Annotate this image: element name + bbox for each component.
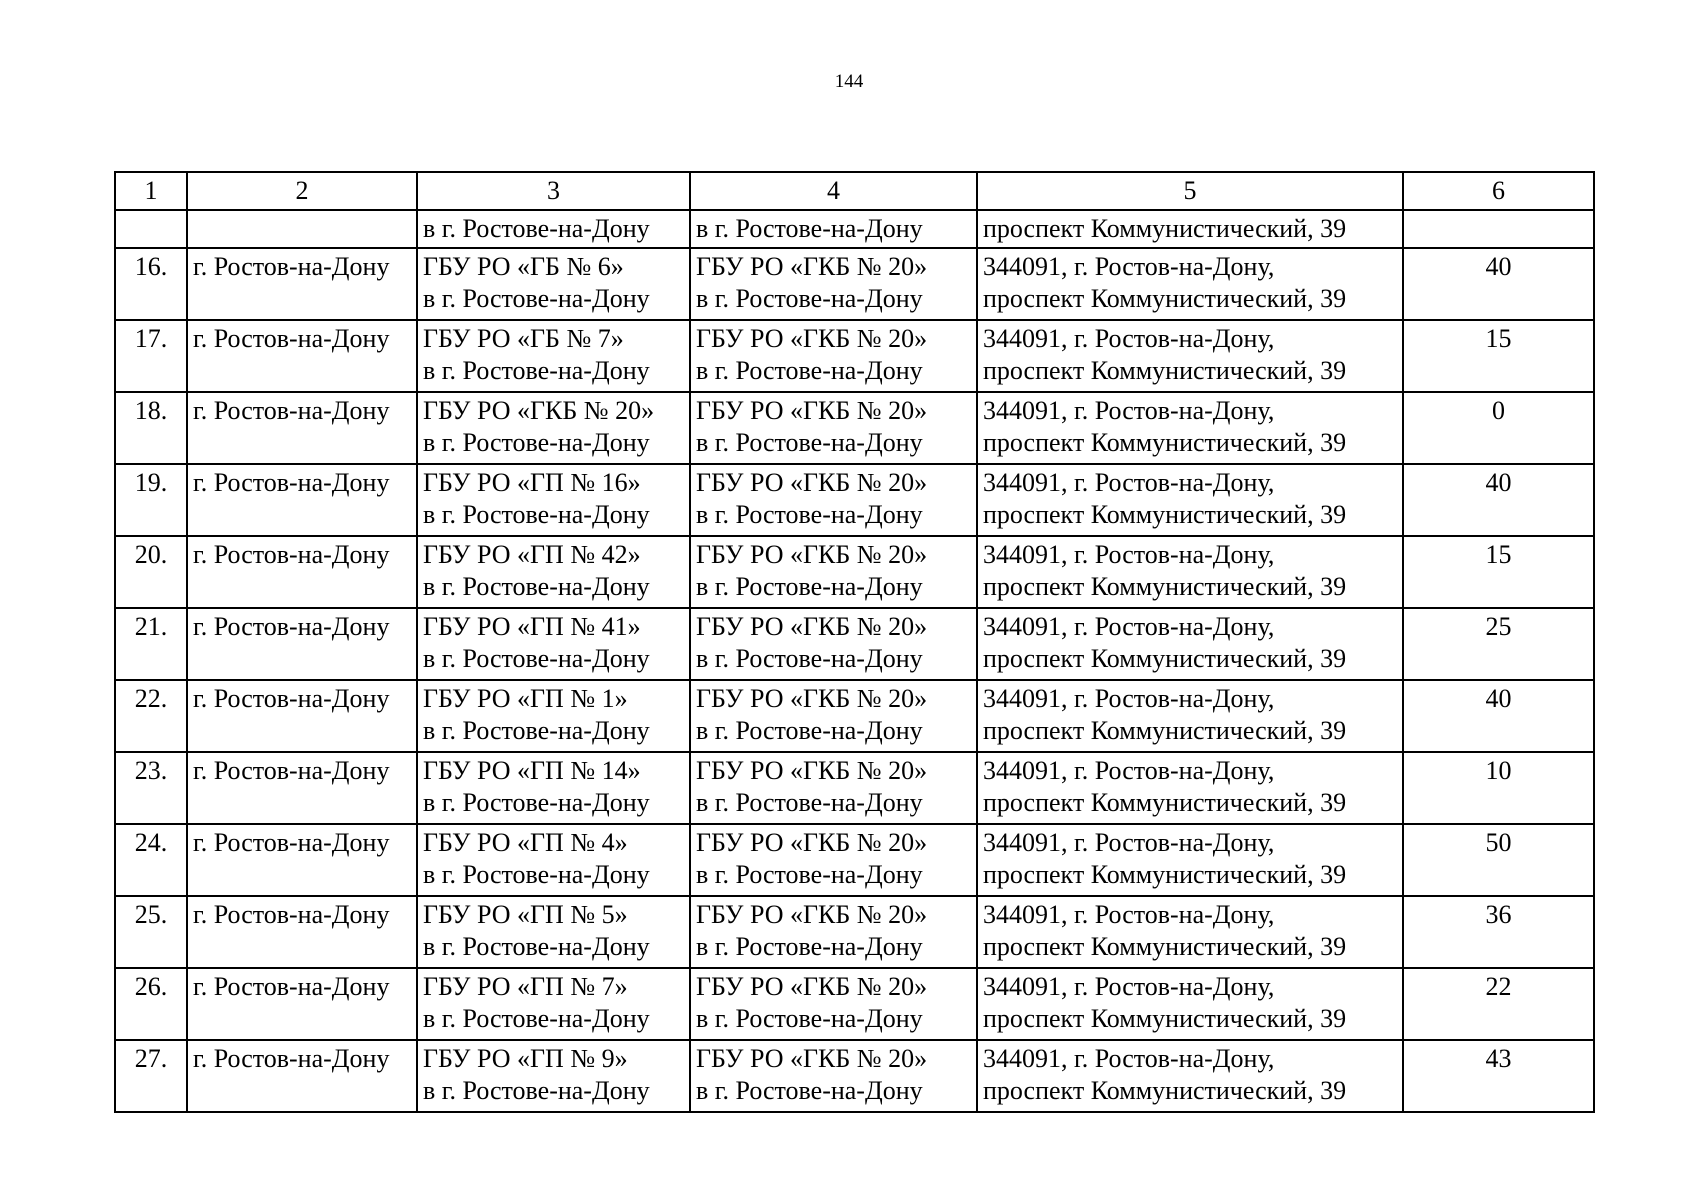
address-cell-text: 344091, г. Ростов-на-Дону, [983, 396, 1275, 425]
table-row [115, 680, 1594, 752]
receiving-organization-cell-text: в г. Ростове-на-Дону [696, 356, 923, 385]
address-cell-text: проспект Коммунистический, 39 [983, 1076, 1347, 1105]
receiving-organization-cell-text: ГБУ РО «ГКБ № 20» [696, 468, 928, 497]
value-cell [1403, 752, 1594, 824]
value-cell-text: 10 [1485, 756, 1512, 785]
address-cell [977, 680, 1403, 752]
city-cell-text: г. Ростов-на-Дону [193, 900, 390, 929]
receiving-organization-cell-text: в г. Ростове-на-Дону [696, 1004, 923, 1033]
receiving-organization-cell-text: в г. Ростове-на-Дону [696, 860, 923, 889]
row-number [115, 680, 187, 752]
organization-cell-text: ГБУ РО «ГП № 7» [423, 972, 628, 1001]
city-cell [187, 824, 417, 896]
receiving-organization-cell-text: ГБУ РО «ГКБ № 20» [696, 540, 928, 569]
address-cell [977, 536, 1403, 608]
city-cell-text: г. Ростов-на-Дону [193, 972, 390, 1001]
city-cell-text: г. Ростов-на-Дону [193, 1044, 390, 1073]
organization-cell [417, 464, 690, 536]
receiving-organization-cell [690, 464, 977, 536]
header-row [115, 172, 1594, 210]
receiving-organization-cell-text: ГБУ РО «ГКБ № 20» [696, 900, 928, 929]
value-cell [1403, 968, 1594, 1040]
row-number [115, 824, 187, 896]
address-cell-text: 344091, г. Ростов-на-Дону, [983, 828, 1275, 857]
organization-cell-text: в г. Ростове-на-Дону [423, 500, 650, 529]
city-cell-text: г. Ростов-на-Дону [193, 396, 390, 425]
value-cell [1403, 248, 1594, 320]
row-number [115, 392, 187, 464]
value-cell [1403, 608, 1594, 680]
address-cell [977, 320, 1403, 392]
organization-cell-text: в г. Ростове-на-Дону [423, 428, 650, 457]
value-cell [1403, 536, 1594, 608]
organization-cell-text: в г. Ростове-на-Дону [423, 1004, 650, 1033]
value-cell-text: 40 [1485, 468, 1512, 497]
organization-cell-text: в г. Ростове-на-Дону [423, 644, 650, 673]
row-number-text: 20. [134, 540, 168, 569]
organization-cell-text: в г. Ростове-на-Дону [423, 716, 650, 745]
table-cell: проспект Коммунистический, 39 [977, 210, 1403, 248]
table-cell [115, 210, 187, 248]
address-cell [977, 824, 1403, 896]
row-number [115, 968, 187, 1040]
organization-cell [417, 1040, 690, 1112]
address-cell-text: 344091, г. Ростов-на-Дону, [983, 612, 1275, 641]
table-cell [1403, 210, 1594, 248]
value-cell-text: 40 [1485, 684, 1512, 713]
table-row [115, 464, 1594, 536]
address-cell [977, 752, 1403, 824]
row-number-text: 18. [134, 396, 168, 425]
address-cell-text: 344091, г. Ростов-на-Дону, [983, 540, 1275, 569]
receiving-organization-cell-text: ГБУ РО «ГКБ № 20» [696, 972, 928, 1001]
address-cell-text: проспект Коммунистический, 39 [983, 932, 1347, 961]
column-header: 6 [1403, 172, 1594, 210]
receiving-organization-cell-text: в г. Ростове-на-Дону [696, 788, 923, 817]
row-number-text: 23. [134, 756, 168, 785]
address-cell-text: 344091, г. Ростов-на-Дону, [983, 900, 1275, 929]
address-cell [977, 896, 1403, 968]
value-cell [1403, 896, 1594, 968]
value-cell-text: 25 [1485, 612, 1512, 641]
address-cell-text: проспект Коммунистический, 39 [983, 428, 1347, 457]
row-number [115, 896, 187, 968]
page-number: 144 [834, 71, 864, 92]
column-header: 3 [417, 172, 690, 210]
organization-cell-text: ГБУ РО «ГБ № 7» [423, 324, 624, 353]
column-header: 1 [115, 172, 187, 210]
table-row [115, 1040, 1594, 1112]
row-number [115, 752, 187, 824]
receiving-organization-cell [690, 824, 977, 896]
receiving-organization-cell [690, 392, 977, 464]
row-number-text: 17. [134, 324, 168, 353]
table-cell [187, 210, 417, 248]
table-row [115, 896, 1594, 968]
receiving-organization-cell [690, 608, 977, 680]
receiving-organization-cell [690, 680, 977, 752]
receiving-organization-cell [690, 248, 977, 320]
row-number [115, 464, 187, 536]
city-cell [187, 608, 417, 680]
row-number-text: 27. [134, 1044, 168, 1073]
organization-cell-text: ГБУ РО «ГКБ № 20» [423, 396, 655, 425]
receiving-organization-cell-text: в г. Ростове-на-Дону [696, 428, 923, 457]
value-cell-text: 50 [1485, 828, 1512, 857]
organization-cell-text: ГБУ РО «ГП № 14» [423, 756, 641, 785]
receiving-organization-cell-text: в г. Ростове-на-Дону [696, 644, 923, 673]
address-cell [977, 464, 1403, 536]
table-cell: в г. Ростове-на-Дону [417, 210, 690, 248]
organization-cell-text: ГБУ РО «ГП № 4» [423, 828, 628, 857]
value-cell [1403, 1040, 1594, 1112]
city-cell-text: г. Ростов-на-Дону [193, 828, 390, 857]
organization-cell-text: в г. Ростове-на-Дону [423, 932, 650, 961]
address-cell-text: проспект Коммунистический, 39 [983, 284, 1347, 313]
organization-cell-text: ГБУ РО «ГП № 42» [423, 540, 641, 569]
organization-cell-text: ГБУ РО «ГП № 41» [423, 612, 641, 641]
address-cell [977, 968, 1403, 1040]
organization-cell-text: в г. Ростове-на-Дону [423, 860, 650, 889]
address-cell-text: проспект Коммунистический, 39 [983, 716, 1347, 745]
organization-cell-text: ГБУ РО «ГБ № 6» [423, 252, 624, 281]
city-cell-text: г. Ростов-на-Дону [193, 252, 390, 281]
receiving-organization-cell [690, 752, 977, 824]
data-table [114, 171, 1595, 1113]
organization-cell-text: в г. Ростове-на-Дону [423, 1076, 650, 1105]
organization-cell-text: в г. Ростове-на-Дону [423, 356, 650, 385]
organization-cell-text: в г. Ростове-на-Дону [423, 572, 650, 601]
table-row [115, 968, 1594, 1040]
value-cell-text: 36 [1485, 900, 1512, 929]
organization-cell [417, 896, 690, 968]
receiving-organization-cell [690, 1040, 977, 1112]
city-cell [187, 320, 417, 392]
value-cell [1403, 824, 1594, 896]
city-cell-text: г. Ростов-на-Дону [193, 324, 390, 353]
receiving-organization-cell [690, 320, 977, 392]
row-number [115, 608, 187, 680]
organization-cell [417, 320, 690, 392]
table-row [115, 608, 1594, 680]
city-cell [187, 536, 417, 608]
receiving-organization-cell [690, 896, 977, 968]
address-cell-text: 344091, г. Ростов-на-Дону, [983, 1044, 1275, 1073]
address-cell [977, 608, 1403, 680]
organization-cell [417, 536, 690, 608]
value-cell-text: 15 [1485, 540, 1512, 569]
receiving-organization-cell [690, 968, 977, 1040]
table-row [115, 536, 1594, 608]
table-row [115, 392, 1594, 464]
organization-cell-text: ГБУ РО «ГП № 1» [423, 684, 628, 713]
organization-cell [417, 608, 690, 680]
receiving-organization-cell-text: ГБУ РО «ГКБ № 20» [696, 756, 928, 785]
column-header: 4 [690, 172, 977, 210]
row-number-text: 21. [134, 612, 168, 641]
value-cell [1403, 680, 1594, 752]
address-cell-text: проспект Коммунистический, 39 [983, 356, 1347, 385]
row-number-text: 16. [134, 252, 168, 281]
column-header: 2 [187, 172, 417, 210]
receiving-organization-cell-text: в г. Ростове-на-Дону [696, 284, 923, 313]
receiving-organization-cell-text: в г. Ростове-на-Дону [696, 716, 923, 745]
value-cell [1403, 392, 1594, 464]
address-cell-text: 344091, г. Ростов-на-Дону, [983, 972, 1275, 1001]
receiving-organization-cell-text: ГБУ РО «ГКБ № 20» [696, 612, 928, 641]
city-cell [187, 248, 417, 320]
city-cell-text: г. Ростов-на-Дону [193, 468, 390, 497]
city-cell-text: г. Ростов-на-Дону [193, 684, 390, 713]
receiving-organization-cell-text: в г. Ростове-на-Дону [696, 572, 923, 601]
city-cell [187, 464, 417, 536]
row-number-text: 19. [134, 468, 168, 497]
city-cell-text: г. Ростов-на-Дону [193, 540, 390, 569]
value-cell-text: 40 [1485, 252, 1512, 281]
row-number [115, 1040, 187, 1112]
address-cell-text: проспект Коммунистический, 39 [983, 1004, 1347, 1033]
address-cell-text: проспект Коммунистический, 39 [983, 788, 1347, 817]
row-number [115, 536, 187, 608]
receiving-organization-cell-text: в г. Ростове-на-Дону [696, 1076, 923, 1105]
column-header: 5 [977, 172, 1403, 210]
city-cell-text: г. Ростов-на-Дону [193, 612, 390, 641]
city-cell [187, 392, 417, 464]
organization-cell [417, 680, 690, 752]
address-cell [977, 392, 1403, 464]
receiving-organization-cell-text: ГБУ РО «ГКБ № 20» [696, 684, 928, 713]
row-number [115, 248, 187, 320]
table-row [115, 752, 1594, 824]
address-cell [977, 1040, 1403, 1112]
receiving-organization-cell-text: ГБУ РО «ГКБ № 20» [696, 1044, 928, 1073]
value-cell-text: 22 [1485, 972, 1512, 1001]
address-cell-text: 344091, г. Ростов-на-Дону, [983, 324, 1275, 353]
address-cell-text: 344091, г. Ростов-на-Дону, [983, 684, 1275, 713]
address-cell-text: проспект Коммунистический, 39 [983, 500, 1347, 529]
organization-cell [417, 392, 690, 464]
organization-cell-text: ГБУ РО «ГП № 16» [423, 468, 641, 497]
receiving-organization-cell-text: в г. Ростове-на-Дону [696, 500, 923, 529]
row-number-text: 26. [134, 972, 168, 1001]
organization-cell-text: в г. Ростове-на-Дону [423, 284, 650, 313]
row-number-text: 22. [134, 684, 168, 713]
organization-cell [417, 248, 690, 320]
receiving-organization-cell-text: ГБУ РО «ГКБ № 20» [696, 252, 928, 281]
organization-cell-text: в г. Ростове-на-Дону [423, 788, 650, 817]
address-cell-text: 344091, г. Ростов-на-Дону, [983, 468, 1275, 497]
city-cell-text: г. Ростов-на-Дону [193, 756, 390, 785]
organization-cell-text: ГБУ РО «ГП № 9» [423, 1044, 628, 1073]
city-cell [187, 752, 417, 824]
receiving-organization-cell-text: ГБУ РО «ГКБ № 20» [696, 396, 928, 425]
organization-cell [417, 752, 690, 824]
value-cell-text: 15 [1485, 324, 1512, 353]
receiving-organization-cell-text: ГБУ РО «ГКБ № 20» [696, 828, 928, 857]
receiving-organization-cell-text: в г. Ростове-на-Дону [696, 932, 923, 961]
address-cell-text: 344091, г. Ростов-на-Дону, [983, 252, 1275, 281]
row-number-text: 24. [134, 828, 168, 857]
city-cell [187, 1040, 417, 1112]
organization-cell-text: ГБУ РО «ГП № 5» [423, 900, 628, 929]
address-cell-text: проспект Коммунистический, 39 [983, 572, 1347, 601]
row-number [115, 320, 187, 392]
continuation-row [115, 210, 1594, 248]
row-number-text: 25. [134, 900, 168, 929]
address-cell-text: проспект Коммунистический, 39 [983, 644, 1347, 673]
organization-cell [417, 968, 690, 1040]
table-row [115, 248, 1594, 320]
city-cell [187, 968, 417, 1040]
value-cell-text: 0 [1492, 396, 1505, 425]
organization-cell [417, 824, 690, 896]
value-cell [1403, 320, 1594, 392]
table-row [115, 320, 1594, 392]
value-cell [1403, 464, 1594, 536]
receiving-organization-cell-text: ГБУ РО «ГКБ № 20» [696, 324, 928, 353]
table-row [115, 824, 1594, 896]
receiving-organization-cell [690, 536, 977, 608]
city-cell [187, 680, 417, 752]
address-cell [977, 248, 1403, 320]
table-cell: в г. Ростове-на-Дону [690, 210, 977, 248]
value-cell-text: 43 [1485, 1044, 1512, 1073]
address-cell-text: проспект Коммунистический, 39 [983, 860, 1347, 889]
city-cell [187, 896, 417, 968]
address-cell-text: 344091, г. Ростов-на-Дону, [983, 756, 1275, 785]
